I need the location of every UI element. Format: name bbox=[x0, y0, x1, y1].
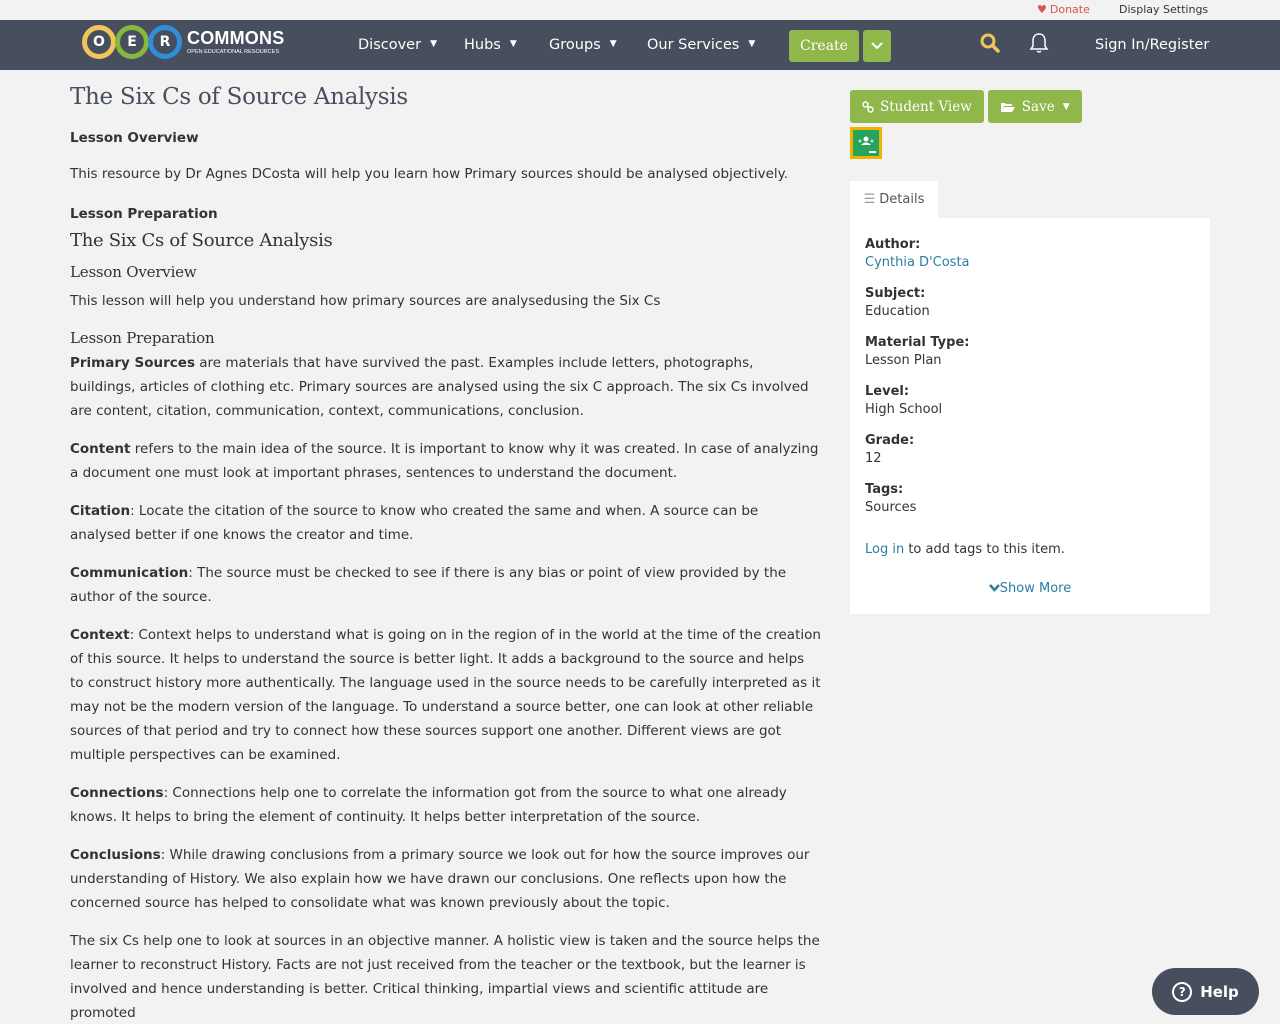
level-label: Level: bbox=[865, 384, 910, 399]
paragraph-text: : While drawing conclusions from a primary source we look out for how the source improves our understanding of History. We also explain how we have drawn our conclusions. One reflects upon how the concerned source has helped to consolidate what was known previously about the topic. bbox=[70, 847, 810, 911]
show-more-label: Show More bbox=[999, 581, 1072, 596]
caret-down-icon: ▼ bbox=[1062, 101, 1070, 112]
help-label: Help bbox=[1200, 982, 1239, 1001]
details-list bbox=[865, 236, 1195, 517]
nav-discover[interactable] bbox=[358, 20, 437, 70]
logo-letter-r: R bbox=[148, 25, 182, 59]
paragraph-text: : Connections help one to correlate the information got from the source to what one already knows. It helps to bring the element of continuity. It helps better interpretation of the source. bbox=[70, 785, 787, 825]
show-more-button[interactable] bbox=[865, 581, 1195, 596]
chevron-down-icon: ▼ bbox=[609, 39, 617, 49]
nav-our-services[interactable] bbox=[647, 20, 755, 70]
login-prompt-text: to add tags to this item. bbox=[904, 542, 1065, 557]
notifications-button[interactable] bbox=[1029, 32, 1049, 58]
display-settings-link[interactable]: Display Settings bbox=[1119, 3, 1209, 16]
term: Content bbox=[70, 441, 131, 457]
paragraph-communication bbox=[70, 561, 822, 609]
author-label: Author: bbox=[865, 237, 921, 252]
details-panel bbox=[850, 218, 1210, 614]
action-buttons bbox=[850, 90, 1210, 123]
page-title: The Six Cs of Source Analysis bbox=[70, 84, 408, 110]
log-in-link[interactable]: Log in bbox=[865, 542, 905, 557]
paragraph-conclusions bbox=[70, 843, 822, 915]
help-button[interactable] bbox=[1152, 968, 1259, 1015]
tab-details-label: Details bbox=[879, 192, 925, 207]
bell-icon bbox=[1029, 32, 1049, 54]
student-view-button[interactable] bbox=[850, 90, 984, 123]
paragraph-text: The six Cs help one to look at sources in an objective manner. A holistic view is taken and the source helps the learner to reconstruct History. Facts are not just received from the teacher or the textbook, but the learner is involved and hence understanding is better. Critical thinking, impartial views and scientific attitude are promoted bbox=[70, 933, 820, 1021]
nav-hubs-label: Hubs bbox=[464, 37, 501, 53]
chevron-down-icon: ▼ bbox=[748, 39, 756, 49]
term: Communication bbox=[70, 565, 189, 581]
search-icon bbox=[980, 33, 1000, 53]
oer-commons-logo[interactable] bbox=[82, 25, 284, 59]
logo-letter-e: E bbox=[115, 25, 149, 59]
question-circle-icon: ? bbox=[1172, 982, 1192, 1002]
save-button[interactable] bbox=[988, 90, 1082, 123]
create-dropdown-button[interactable] bbox=[863, 30, 891, 62]
tags-label: Tags: bbox=[865, 482, 904, 497]
chevron-down-icon bbox=[871, 42, 883, 50]
term: Citation bbox=[70, 503, 131, 519]
term: Conclusions bbox=[70, 847, 161, 863]
paragraph-text: are materials that have survived the past. Examples include letters, photographs, buildings, articles of clothing etc. Primary sources are analysed using the six C approach. The six Cs involved are content, citation, communication, context, communications, conclusion. bbox=[70, 355, 809, 419]
lesson-overview-text: This resource by Dr Agnes DCosta will help you learn how Primary sources should be analysed objectively. bbox=[70, 166, 788, 182]
paragraph-text: : Locate the citation of the source to know who created the same and when. A source can be analysed better if one knows the creator and time. bbox=[70, 503, 759, 543]
paragraph-content bbox=[70, 437, 822, 485]
term: Primary Sources bbox=[70, 355, 195, 371]
paragraph-connections bbox=[70, 781, 822, 829]
login-prompt bbox=[865, 542, 1195, 557]
author-link[interactable]: Cynthia D'Costa bbox=[865, 255, 970, 270]
chevron-down-icon bbox=[989, 584, 1000, 592]
term: Context bbox=[70, 627, 130, 643]
grade-value: 12 bbox=[865, 451, 882, 466]
nav-groups-label: Groups bbox=[549, 37, 601, 53]
link-icon bbox=[862, 101, 874, 113]
grade-label: Grade: bbox=[865, 433, 915, 448]
content-overview-text: This lesson will help you understand how primary sources are analysedusing the Six Cs bbox=[70, 293, 661, 309]
content-overview-heading: Lesson Overview bbox=[70, 263, 197, 281]
utility-bar bbox=[0, 0, 1280, 20]
save-label: Save bbox=[1021, 98, 1055, 115]
google-classroom-icon bbox=[853, 130, 879, 156]
tags-value[interactable]: Sources bbox=[865, 500, 917, 515]
folder-open-icon bbox=[1000, 101, 1016, 113]
student-view-label: Student View bbox=[880, 98, 972, 115]
content-preparation-heading: Lesson Preparation bbox=[70, 329, 215, 347]
create-button[interactable]: Create bbox=[789, 30, 859, 62]
lesson-overview-heading: Lesson Overview bbox=[70, 130, 199, 146]
search-button[interactable] bbox=[980, 33, 1000, 57]
paragraph-text: refers to the main idea of the source. It is important to know why it was created. In case of analyzing a document one must look at important phrases, sentences to understand the document. bbox=[70, 441, 819, 481]
tab-details[interactable] bbox=[850, 181, 938, 218]
subject-label: Subject: bbox=[865, 286, 926, 301]
paragraph-summary bbox=[70, 929, 822, 1024]
paragraph-primary-sources bbox=[70, 351, 822, 423]
list-icon: ☰ bbox=[863, 192, 876, 207]
paragraph-text: : Context helps to understand what is going on in the region of in the world at the time of the creation of this source. It helps to understand the source is better light. It adds a background to the source and helps to construct history more authentically. The language used in the source needs to be carefully interpreted as it may not be the modern version of the language. To understand a source better, one can look at other reliable sources of that period and try to connect how these sources support one another. Different views are got multiple perspectives can be examined. bbox=[70, 627, 821, 763]
lesson-content bbox=[70, 84, 822, 1024]
content-title: The Six Cs of Source Analysis bbox=[70, 230, 333, 251]
logo-text bbox=[187, 29, 284, 56]
heart-icon: ♥ bbox=[1037, 3, 1047, 16]
donate-link[interactable] bbox=[1037, 3, 1090, 16]
level-value: High School bbox=[865, 402, 943, 417]
chevron-down-icon: ▼ bbox=[430, 39, 437, 49]
material-type-value: Lesson Plan bbox=[865, 353, 942, 368]
logo-letter-o: O bbox=[82, 25, 116, 59]
main-nav bbox=[0, 20, 1280, 70]
paragraph-citation bbox=[70, 499, 822, 547]
subject-value: Education bbox=[865, 304, 930, 319]
logo-title: COMMONS bbox=[187, 27, 285, 48]
nav-discover-label: Discover bbox=[358, 37, 422, 53]
nav-our-services-label: Our Services bbox=[647, 37, 740, 53]
sign-in-register-link[interactable]: Sign In/Register bbox=[1095, 37, 1210, 53]
term: Connections bbox=[70, 785, 164, 801]
donate-label: Donate bbox=[1049, 3, 1090, 16]
lesson-preparation-heading: Lesson Preparation bbox=[70, 206, 218, 222]
nav-hubs[interactable] bbox=[464, 20, 517, 70]
nav-groups[interactable] bbox=[549, 20, 617, 70]
material-type-label: Material Type: bbox=[865, 335, 970, 350]
chevron-down-icon: ▼ bbox=[509, 39, 517, 49]
sidebar bbox=[850, 90, 1210, 614]
google-classroom-share-button[interactable] bbox=[850, 127, 882, 159]
paragraph-text: : The source must be checked to see if there is any bias or point of view provided by the author of the source. bbox=[70, 565, 787, 605]
logo-subtitle: OPEN EDUCATIONAL RESOURCES bbox=[187, 48, 279, 55]
paragraph-context bbox=[70, 623, 822, 767]
